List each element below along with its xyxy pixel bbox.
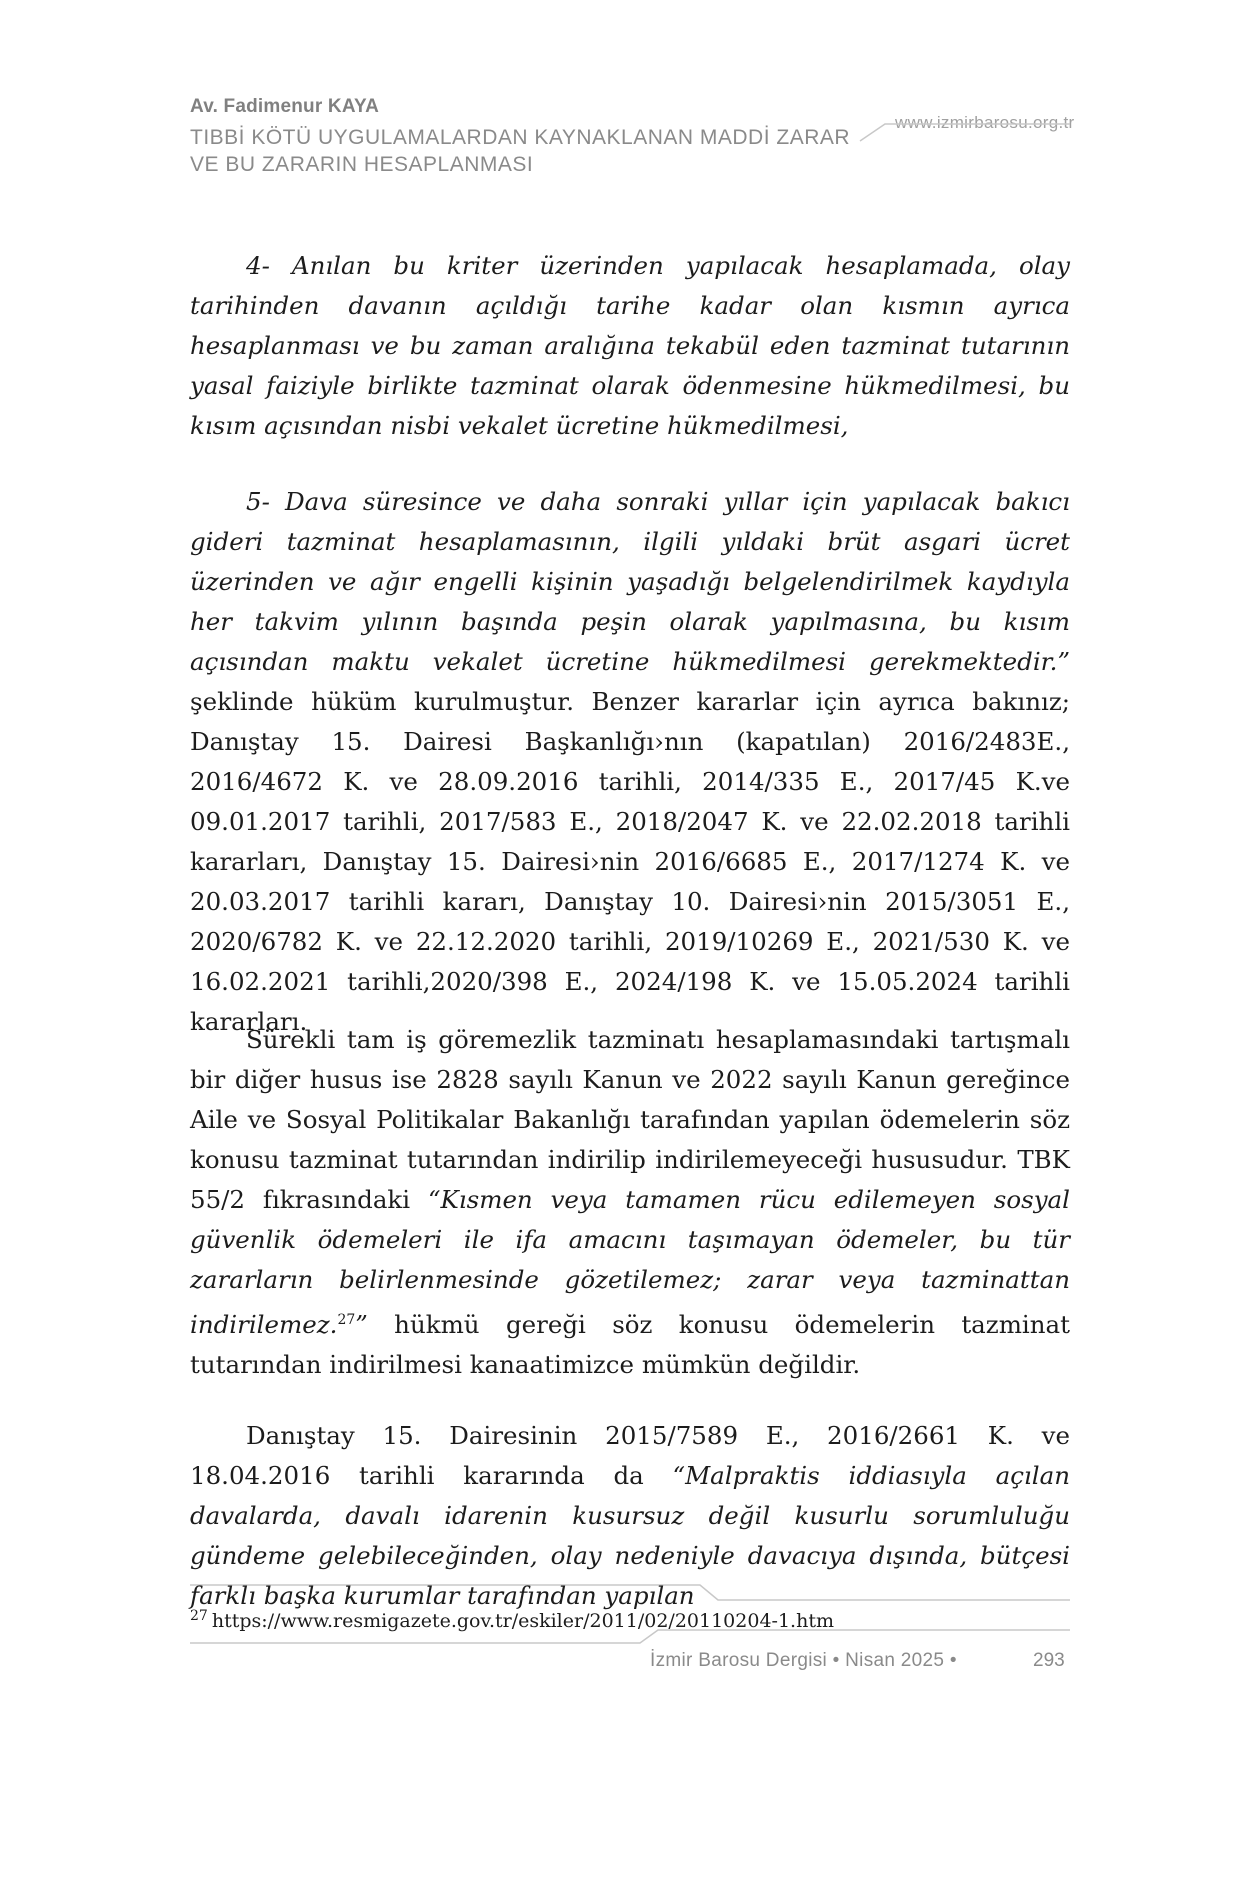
header-author: Av. Fadimenur KAYA: [190, 96, 380, 117]
paragraph-5-normal: şeklinde hüküm kurulmuştur. Benzer kararlar için ayrıca bakınız; Danıştay 15. Dairesi Başkanlığı›nın (kapatılan) 2016/2483E., 2016/4672 K. ve 28.09.2016 tarihli, 2014/335 E., 2017/45 K.ve 09.01.2017 tarihli, 2017/583 E., 2018/2047 K. ve 22.02.2018 tarihli kararları, Danıştay 15. Dairesi›nin 2016/6685 E., 2017/1274 K. ve 20.03.2017 tarihli kararı, Danıştay 10. Dairesi›nin 2015/3051 E., 2020/6782 K. ve 22.12.2020 tarihli, 2019/10269 E., 2021/530 K. ve 16.02.2021 tarihli,2020/398 E., 2024/198 K. ve 15.05.2024 tarihli kararları.: [190, 687, 1070, 1036]
footnote-number: 27: [190, 1608, 208, 1624]
paragraph-4-text: 4- Anılan bu kriter üzerinden yapılacak hesaplamada, olay tarihinden davanın açıldığı tarihe kadar olan kısmın ayrıca hesaplanması ve bu zaman aralığına tekabül eden tazminat tutarının yasal faiziyle birlikte tazminat olarak ödenmesine hükmedilmesi, bu kısım açısından nisbi vekalet ücretine hükmedilmesi,: [190, 251, 1070, 440]
p3-quote-close: ”: [355, 1310, 368, 1340]
p3-text-b: hükmü gereği söz konusu ödemelerin tazminat tutarından indirilmesi kanaatimizce mümkün değildir.: [190, 1310, 1070, 1380]
paragraph-4: [190, 246, 1070, 446]
header-rule: [860, 124, 1070, 141]
p4-quote-italic: “Malpraktis iddiasıyla açılan davalarda, davalı idarenin kusursuz değil kusurlu sorumluluğu gündeme gelebileceğinden, olay nedeniyle davacıya dışında, bütçesi farklı başka kurumlar tarafından yapılan: [190, 1461, 1070, 1610]
p3-quote-italic: “Kısmen veya tamamen rücu edilemeyen sosyal güvenlik ödemeleri ile ifa amacını taşımayan ödemeler, bu tür zararların belirlenmesinde gözetilemez; zarar veya tazminattan indirilemez.: [190, 1185, 1070, 1340]
footnote-link[interactable]: https://www.resmigazete.gov.tr/eskiler/2011/02/20110204-1.htm: [211, 1610, 834, 1632]
paragraph-permanent-disability: [190, 1020, 1070, 1385]
paragraph-permanent-disability-text: [190, 1020, 1070, 1385]
footnote-ref-27: 27: [337, 1312, 356, 1328]
page-number: 293: [1033, 1650, 1065, 1671]
paragraph-danistay-text: [190, 1416, 1070, 1616]
p4-text-a: Danıştay 15. Dairesinin 2015/7589 E., 2016/2661 K. ve 18.04.2016 tarihli kararında da: [190, 1421, 1070, 1490]
header-url: www.izmirbarosu.org.tr: [895, 113, 1075, 132]
paragraph-danistay: [190, 1416, 1070, 1616]
paragraph-5-text: [190, 482, 1070, 1042]
paragraph-5: [190, 482, 1070, 1042]
header-article-title: TIBBİ KÖTÜ UYGULAMALARDAN KAYNAKLANAN MADDİ ZARAR VE BU ZARARIN HESAPLANMASI: [190, 126, 851, 176]
footer-journal: İzmir Barosu Dergisi • Nisan 2025 •: [650, 1650, 957, 1671]
paragraph-5-italic: 5- Dava süresince ve daha sonraki yıllar için yapılacak bakıcı gideri tazminat hesaplamasının, ilgili yıldaki brüt asgari ücret üzerinden ve ağır engelli kişinin yaşadığı belgelendirilmek kaydıyla her takvim yılının başında peşin olarak yapılmasına, bu kısım açısından maktu vekalet ücretine hükmedilmesi gerekmektedir.”: [190, 487, 1070, 676]
footnote: [190, 1608, 834, 1632]
p3-text-a: Sürekli tam iş göremezlik tazminatı hesaplamasındaki tartışmalı bir diğer husus ise 2828 sayılı Kanun ve 2022 sayılı Kanun gereğince Aile ve Sosyal Politikalar Bakanlığı tarafından yapılan ödemelerin söz konusu tazminat tutarından indirilip indirilemeyeceği hususudur. TBK 55/2 fıkrasındaki: [190, 1025, 1070, 1214]
